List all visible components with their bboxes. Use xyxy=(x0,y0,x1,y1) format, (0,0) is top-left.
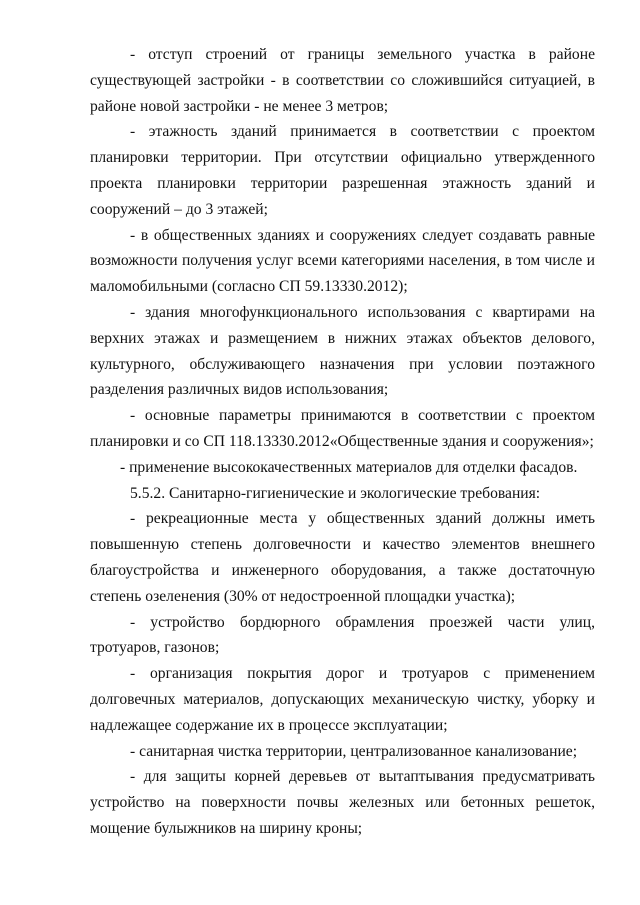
paragraph-pavement: - организация покрытия дорог и тротуаров с применением долговечных материалов, допускающих механическую чистку, уборку и надлежащее содержание их в процессе эксплуатации; xyxy=(90,665,595,734)
paragraph-recreation: - рекреационные места у общественных зданий должны иметь повышенную степень долговечности и качество элементов внешнего благоустройства и инженерного оборудования, а также достаточную степень озеленения (30% от недостроенной площадки участка); xyxy=(90,510,595,605)
paragraph-storeys: - этажность зданий принимается в соответствии с проектом планировки территории. При отсутствии официально утвержденного проекта планировки территории разрешенная этажность зданий и сооружений – до 3 этажей; xyxy=(90,123,595,218)
paragraph-tree-roots: - для защиты корней деревьев от вытаптывания предусматривать устройство на поверхности почвы железных или бетонных решеток, мощение булыжников на ширину кроны; xyxy=(90,768,595,837)
section-heading-5-5-2: 5.5.2. Санитарно-гигиенические и экологические требования: xyxy=(130,484,541,502)
paragraph-sanitation: - санитарная чистка территории, централизованное канализование; xyxy=(130,742,578,760)
paragraph-curbs: - устройство бордюрного обрамления проезжей части улиц, тротуаров, газонов; xyxy=(90,613,595,657)
paragraph-parameters: - основные параметры принимаются в соответствии с проектом планировки и со СП 118.13330.2012«Общественные здания и сооружения»; xyxy=(90,407,595,450)
paragraph-facades: - применение высококачественных материалов для отделки фасадов. xyxy=(120,458,578,476)
paragraph-multifunctional: - здания многофункционального использования с квартирами на верхних этажах и размещением в нижних этажах объектов делового, культурного, обслуживающего назначения при условии поэтажного разделения различных видов использования; xyxy=(90,303,595,399)
paragraph-accessibility: - в общественных зданиях и сооружениях следует создавать равные возможности получения услуг всеми категориями населения, в том числе и маломобильными (согласно СП 59.13330.2012); xyxy=(90,226,595,296)
document-page xyxy=(90,42,595,842)
paragraph-setback: - отступ строений от границы земельного участка в районе существующей застройки - в соответствии со сложившийся ситуацией, в районе новой застройки - не менее 3 метров; xyxy=(90,46,595,115)
